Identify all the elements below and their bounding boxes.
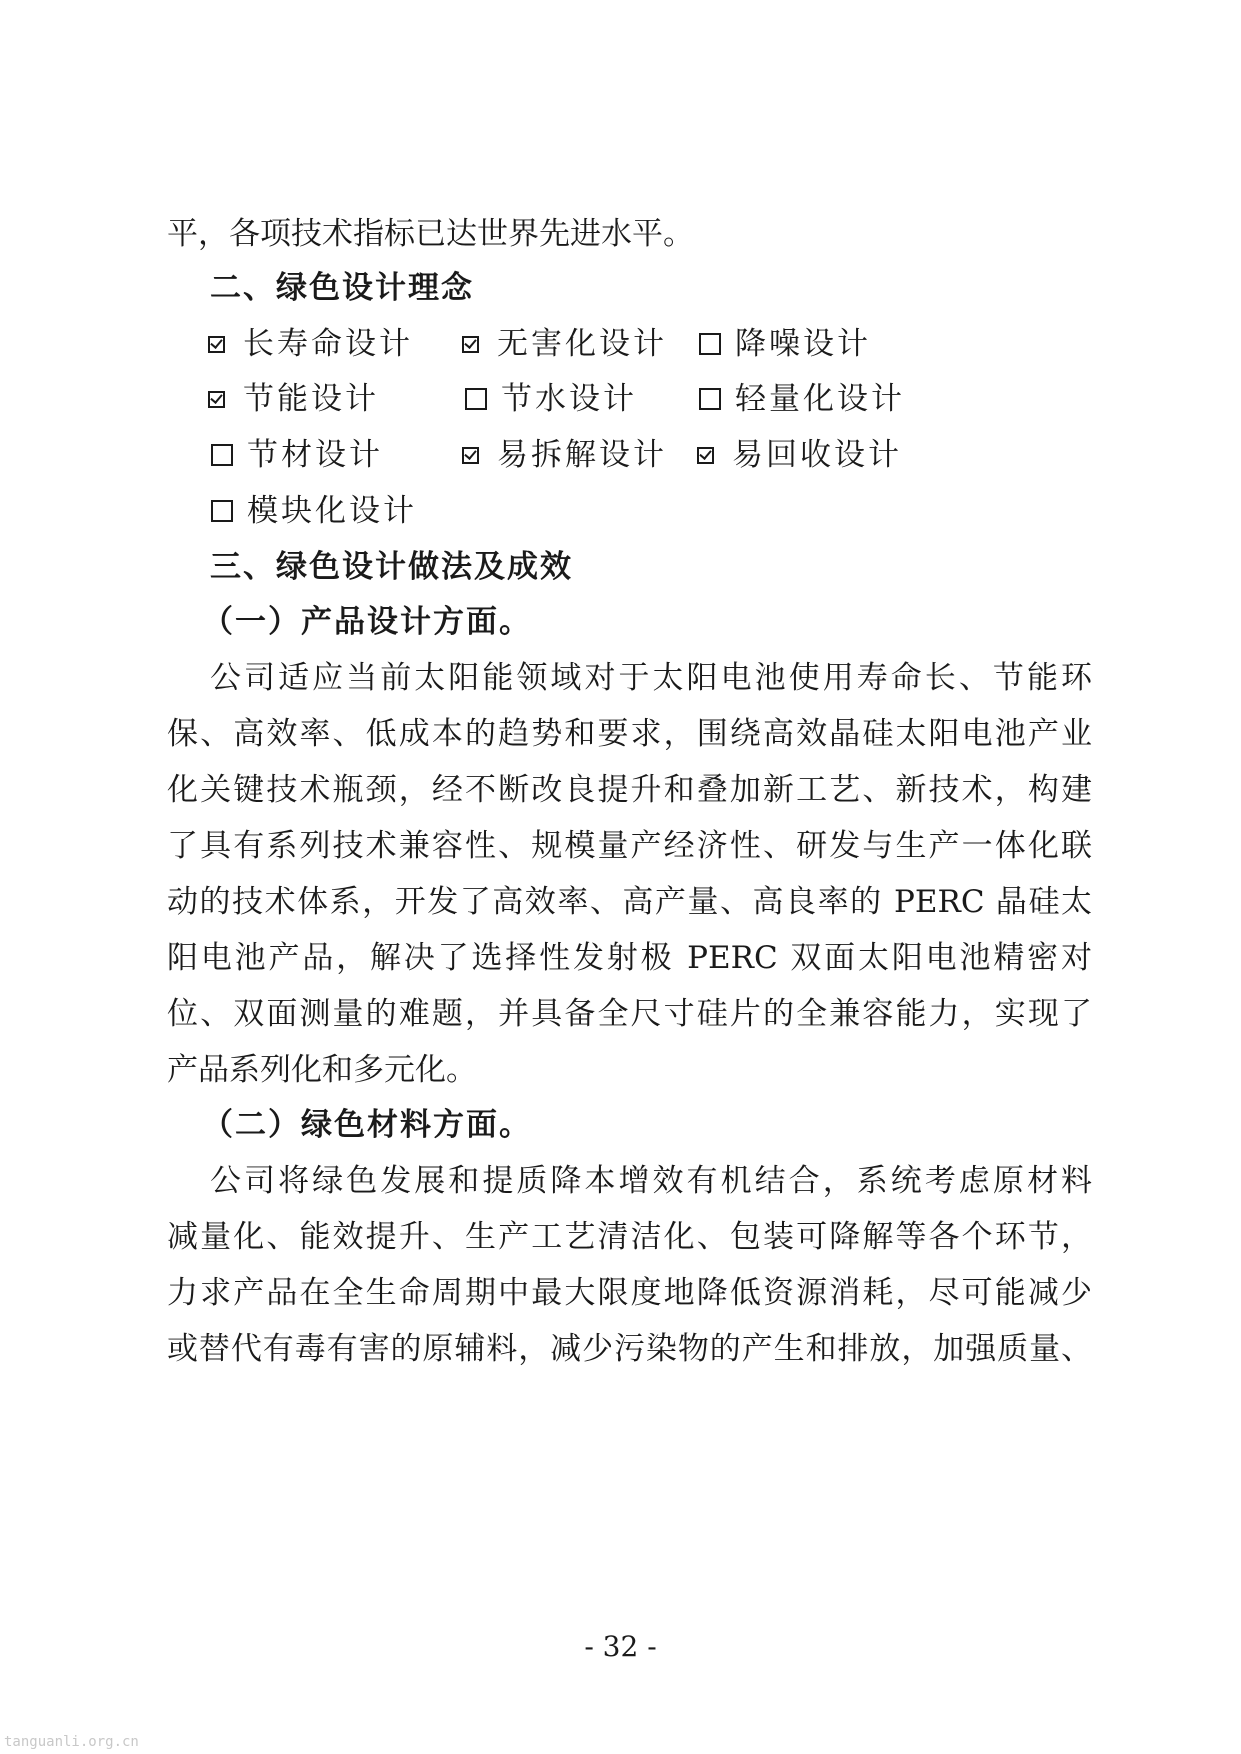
- checkbox-checked-icon[interactable]: [208, 391, 225, 408]
- subsection-heading-green-materials: （二）绿色材料方面。: [202, 1107, 532, 1143]
- checkbox-label: 易拆解设计: [497, 437, 667, 473]
- checkbox-item[interactable]: [465, 379, 637, 419]
- paragraph-continuation: 平，各项技术指标已达世界先进水平。: [167, 216, 694, 252]
- checkbox-unchecked-icon[interactable]: [465, 388, 487, 410]
- paragraph-line: 减量化、能效提升、生产工艺清洁化、包装可降解等各个环节，: [167, 1219, 1092, 1255]
- checkbox-label: 轻量化设计: [735, 381, 905, 417]
- checkbox-unchecked-icon[interactable]: [211, 500, 233, 522]
- checkbox-item[interactable]: [697, 435, 902, 475]
- checkbox-label: 无害化设计: [497, 326, 667, 362]
- watermark-text: tanguanli.org.cn: [4, 1734, 139, 1750]
- paragraph-line: 了具有系列技术兼容性、规模量产经济性、研发与生产一体化联: [167, 828, 1092, 864]
- paragraph-line: 公司将绿色发展和提质降本增效有机结合，系统考虑原材料: [210, 1163, 1092, 1199]
- checkbox-item[interactable]: [208, 379, 379, 419]
- paragraph-line: 动的技术体系，开发了高效率、高产量、高良率的 PERC 晶硅太: [167, 884, 1092, 920]
- subsection-heading-product-design: （一）产品设计方面。: [202, 604, 532, 640]
- checkbox-checked-icon[interactable]: [462, 336, 479, 353]
- checkbox-item[interactable]: [699, 379, 905, 419]
- checkbox-item[interactable]: [699, 324, 871, 364]
- paragraph-line: 公司适应当前太阳能领域对于太阳电池使用寿命长、节能环: [210, 660, 1092, 696]
- checkbox-unchecked-icon[interactable]: [211, 444, 233, 466]
- checkbox-checked-icon[interactable]: [462, 447, 479, 464]
- checkbox-label: 节水设计: [501, 381, 637, 417]
- checkbox-item[interactable]: [208, 324, 413, 364]
- checkbox-label: 易回收设计: [732, 437, 902, 473]
- paragraph-line: 保、高效率、低成本的趋势和要求，围绕高效晶硅太阳电池产业: [167, 716, 1092, 752]
- paragraph-line: 产品系列化和多元化。: [167, 1052, 477, 1088]
- checkbox-checked-icon[interactable]: [208, 336, 225, 353]
- page-number: - 32 -: [584, 1630, 657, 1663]
- paragraph-line: 力求产品在全生命周期中最大限度地降低资源消耗，尽可能减少: [167, 1275, 1092, 1311]
- checkbox-unchecked-icon[interactable]: [699, 333, 721, 355]
- checkbox-item[interactable]: [462, 435, 667, 475]
- paragraph-line: 或替代有毒有害的原辅料，减少污染物的产生和排放，加强质量、: [167, 1331, 1092, 1367]
- checkbox-label: 降噪设计: [735, 326, 871, 362]
- paragraph-line: 化关键技术瓶颈，经不断改良提升和叠加新工艺、新技术，构建: [167, 772, 1092, 808]
- checkbox-label: 节材设计: [247, 437, 383, 473]
- checkbox-label: 模块化设计: [247, 493, 417, 529]
- checkbox-label: 节能设计: [243, 381, 379, 417]
- section-heading-practices: 三、绿色设计做法及成效: [210, 549, 573, 585]
- checkbox-unchecked-icon[interactable]: [699, 388, 721, 410]
- checkbox-item[interactable]: [211, 491, 417, 531]
- checkbox-checked-icon[interactable]: [697, 447, 714, 464]
- checkbox-item[interactable]: [462, 324, 667, 364]
- paragraph-line: 位、双面测量的难题，并具备全尺寸硅片的全兼容能力，实现了: [167, 996, 1092, 1032]
- checkbox-item[interactable]: [211, 435, 383, 475]
- paragraph-line: 阳电池产品，解决了选择性发射极 PERC 双面太阳电池精密对: [167, 940, 1092, 976]
- checkbox-label: 长寿命设计: [243, 326, 413, 362]
- section-heading-design-concept: 二、绿色设计理念: [210, 270, 474, 306]
